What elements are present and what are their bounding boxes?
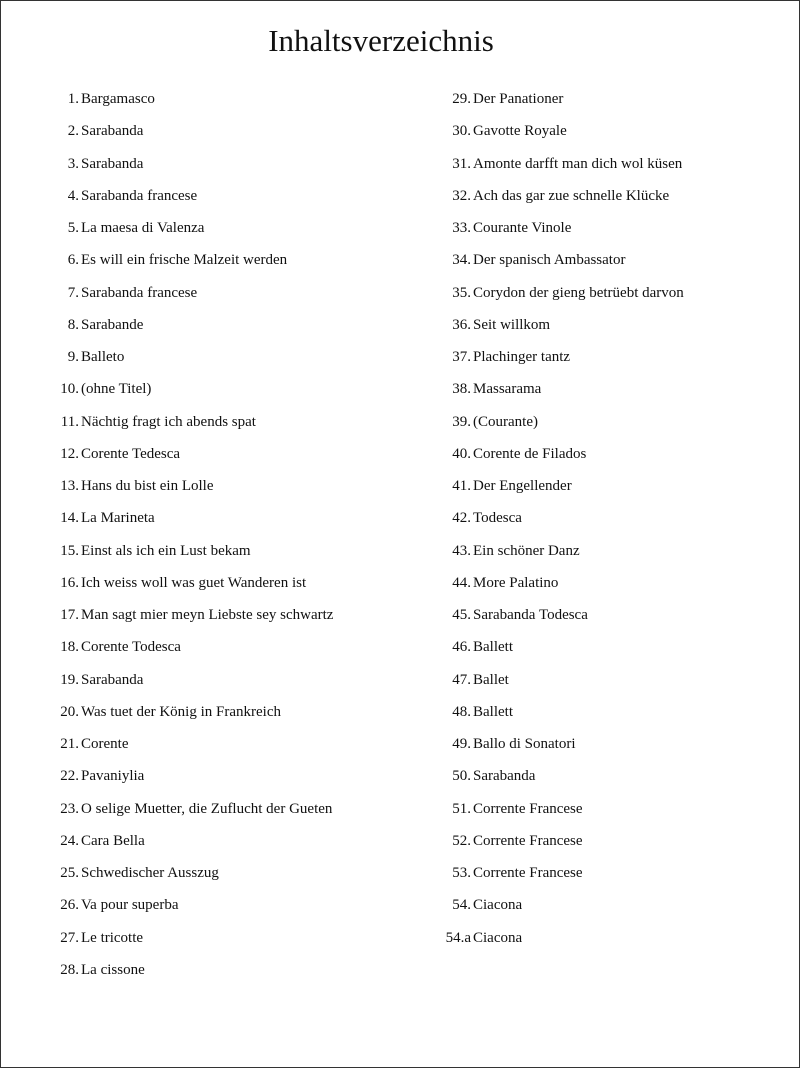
toc-title: Le tricotte	[81, 929, 144, 946]
toc-number: 4.	[67, 187, 79, 204]
toc-title: Sarabanda francese	[81, 187, 198, 204]
toc-entry	[431, 212, 771, 244]
toc-title: Amonte darfft man dich wol küsen	[473, 155, 683, 172]
toc-right-column	[431, 83, 771, 954]
toc-number: 54.a	[445, 929, 471, 946]
toc-title: Der Engellender	[473, 478, 572, 494]
toc-number: 2.	[67, 123, 79, 140]
toc-entry	[431, 664, 771, 696]
toc-entry	[41, 180, 411, 212]
toc-number: 8.	[67, 316, 79, 333]
toc-title: More Palatino	[473, 574, 559, 591]
toc-title: Todesca	[473, 510, 522, 527]
toc-number: 33.	[452, 220, 471, 236]
toc-title: Ich weiss woll was guet Wanderen ist	[81, 574, 307, 591]
toc-left-column	[41, 83, 411, 986]
toc-number: 35.	[452, 284, 471, 301]
toc-number: 15.	[60, 542, 79, 559]
toc-entry	[41, 664, 411, 696]
toc-entry	[41, 535, 411, 567]
toc-title: Sarabanda francese	[81, 284, 198, 301]
toc-title: Pavaniylia	[81, 768, 145, 785]
toc-title: La cissone	[81, 961, 145, 978]
page-title: Inhaltsverzeichnis	[268, 23, 494, 58]
toc-number: 22.	[60, 768, 79, 785]
toc-number: 27.	[60, 929, 79, 946]
toc-number: 21.	[60, 736, 79, 752]
toc-entry	[41, 728, 411, 760]
toc-entry	[41, 696, 411, 728]
toc-title: Corente de Filados	[473, 445, 587, 462]
toc-entry	[431, 148, 771, 180]
toc-entry	[431, 599, 771, 631]
toc-entry	[431, 793, 771, 825]
toc-entry	[431, 502, 771, 534]
toc-title: Ach das gar zue schnelle Klücke	[473, 187, 670, 204]
toc-number: 31.	[452, 155, 471, 172]
toc-title: La maesa di Valenza	[81, 220, 205, 236]
toc-title: Ballet	[473, 671, 509, 688]
toc-entry	[41, 502, 411, 534]
toc-entry	[41, 277, 411, 309]
toc-entry	[431, 115, 771, 147]
toc-title: Ballett	[473, 703, 513, 720]
toc-number: 17.	[60, 607, 79, 623]
toc-entry	[41, 793, 411, 825]
toc-entry	[431, 180, 771, 212]
toc-number: 47.	[452, 671, 471, 688]
toc-title: La Marineta	[81, 510, 155, 527]
toc-number: 3.	[67, 155, 79, 172]
toc-entry	[431, 857, 771, 889]
toc-entry	[431, 83, 771, 115]
toc-title: Va pour superba	[81, 897, 179, 914]
toc-entry	[431, 760, 771, 792]
toc-number: 29.	[452, 91, 471, 107]
toc-entry	[41, 244, 411, 276]
toc-title: Sarabande	[81, 316, 144, 333]
toc-title: Ciacona	[473, 929, 523, 946]
toc-number: 44.	[452, 574, 471, 591]
toc-entry	[431, 535, 771, 567]
toc-title: Courante Vinole	[473, 220, 572, 236]
toc-title: Ballo di Sonatori	[473, 736, 576, 752]
toc-number: 41.	[452, 478, 471, 494]
toc-title: Sarabanda	[81, 671, 144, 688]
toc-number: 10.	[60, 381, 79, 398]
toc-number: 53.	[452, 865, 471, 881]
toc-title: Sarabanda	[81, 123, 144, 140]
toc-entry	[431, 889, 771, 921]
toc-number: 49.	[452, 736, 471, 752]
toc-entry	[431, 438, 771, 470]
toc-entry	[41, 954, 411, 986]
toc-title: Gavotte Royale	[473, 123, 567, 140]
toc-number: 32.	[452, 187, 471, 204]
toc-entry	[41, 889, 411, 921]
toc-number: 40.	[452, 445, 471, 462]
toc-number: 12.	[60, 445, 79, 462]
toc-entry	[431, 631, 771, 663]
toc-title: Corente Tedesca	[81, 445, 181, 462]
toc-entry	[41, 760, 411, 792]
toc-title: Sarabanda	[473, 768, 536, 785]
toc-title: Nächtig fragt ich abends spat	[81, 413, 256, 430]
toc-entry	[431, 825, 771, 857]
toc-title: Einst als ich ein Lust bekam	[81, 542, 251, 559]
toc-entry	[431, 728, 771, 760]
toc-entry	[41, 922, 411, 954]
toc-title: Sarabanda Todesca	[473, 607, 588, 623]
toc-title: Bargamasco	[81, 91, 155, 107]
toc-title: Balleto	[81, 349, 125, 365]
toc-title: Ein schöner Danz	[473, 542, 580, 559]
toc-entry	[41, 438, 411, 470]
toc-entry	[41, 212, 411, 244]
toc-number: 9.	[67, 349, 79, 365]
toc-number: 13.	[60, 478, 79, 494]
toc-entry	[431, 373, 771, 405]
toc-entry	[41, 148, 411, 180]
toc-number: 38.	[452, 381, 471, 398]
toc-title: Corente Todesca	[81, 639, 181, 656]
toc-number: 25.	[60, 865, 79, 881]
toc-entry	[431, 696, 771, 728]
toc-number: 28.	[60, 961, 79, 978]
toc-number: 6.	[67, 252, 79, 269]
toc-number: 34.	[452, 252, 471, 269]
toc-number: 51.	[452, 800, 471, 817]
toc-title: Der spanisch Ambassator	[473, 252, 626, 269]
toc-number: 7.	[67, 284, 79, 301]
toc-number: 45.	[452, 607, 471, 623]
toc-title: Ciacona	[473, 897, 523, 914]
toc-title: Schwedischer Ausszug	[81, 865, 219, 881]
toc-title: (Courante)	[473, 413, 538, 430]
toc-number: 50.	[452, 768, 471, 785]
toc-entry	[431, 277, 771, 309]
toc-title: Man sagt mier meyn Liebste sey schwartz	[81, 607, 334, 623]
toc-title: Es will ein frische Malzeit werden	[81, 252, 288, 269]
toc-title: Plachinger tantz	[473, 349, 571, 365]
toc-entry	[41, 857, 411, 889]
toc-number: 20.	[60, 703, 79, 720]
toc-entry	[431, 309, 771, 341]
toc-entry	[41, 631, 411, 663]
toc-entry	[41, 470, 411, 502]
toc-entry	[41, 341, 411, 373]
toc-entry	[41, 309, 411, 341]
toc-number: 18.	[60, 639, 79, 656]
toc-number: 52.	[452, 832, 471, 849]
toc-number: 1.	[67, 91, 79, 107]
toc-entry	[41, 599, 411, 631]
toc-number: 14.	[60, 510, 79, 527]
toc-entry	[41, 373, 411, 405]
toc-entry	[431, 470, 771, 502]
toc-entry	[41, 115, 411, 147]
toc-entry	[41, 83, 411, 115]
toc-title: Hans du bist ein Lolle	[81, 478, 214, 494]
toc-entry	[41, 567, 411, 599]
toc-title: Cara Bella	[81, 832, 145, 849]
toc-number: 24.	[60, 832, 79, 849]
toc-number: 11.	[60, 413, 79, 430]
toc-number: 43.	[452, 542, 471, 559]
toc-entry	[431, 244, 771, 276]
toc-entry	[41, 406, 411, 438]
toc-number: 54.	[452, 897, 471, 914]
toc-entry	[41, 825, 411, 857]
toc-title: Der Panationer	[473, 91, 564, 107]
toc-number: 42.	[452, 510, 471, 527]
toc-entry	[431, 567, 771, 599]
toc-title: Corente	[81, 736, 129, 752]
toc-entry	[431, 922, 771, 954]
toc-number: 37.	[452, 349, 471, 365]
toc-title: Was tuet der König in Frankreich	[81, 703, 281, 720]
toc-title: (ohne Titel)	[81, 381, 152, 398]
toc-number: 30.	[452, 123, 471, 140]
toc-title: Sarabanda	[81, 155, 144, 172]
toc-entry	[431, 406, 771, 438]
toc-entry	[431, 341, 771, 373]
toc-number: 46.	[452, 639, 471, 656]
toc-title: Seit willkom	[473, 316, 551, 333]
toc-number: 26.	[60, 897, 79, 914]
toc-number: 36.	[452, 316, 471, 333]
toc-title: Corrente Francese	[473, 832, 583, 849]
toc-number: 19.	[60, 671, 79, 688]
toc-title: Corrente Francese	[473, 800, 583, 817]
toc-title: Corydon der gieng betrüebt darvon	[473, 284, 684, 301]
toc-number: 5.	[67, 220, 79, 236]
toc-number: 39.	[452, 413, 471, 430]
toc-title: Ballett	[473, 639, 513, 656]
toc-number: 48.	[452, 703, 471, 720]
toc-title: Corrente Francese	[473, 865, 583, 881]
toc-number: 23.	[60, 800, 79, 817]
toc-number: 16.	[60, 574, 79, 591]
toc-title: O selige Muetter, die Zuflucht der Gueten	[81, 800, 333, 817]
toc-title: Massarama	[473, 381, 542, 398]
